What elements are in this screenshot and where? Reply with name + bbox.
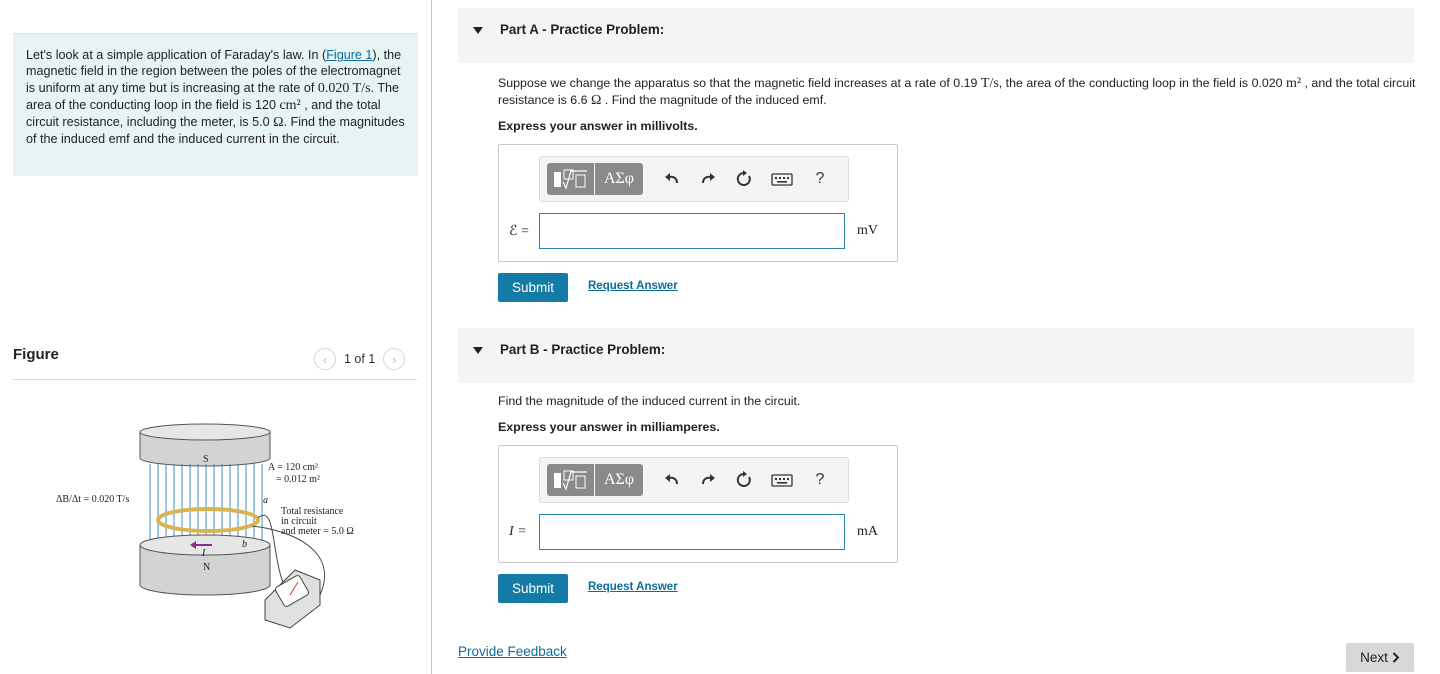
current-answer-input[interactable] bbox=[539, 514, 845, 550]
part-a-answer-box bbox=[498, 144, 898, 262]
collapse-triangle-icon[interactable] bbox=[473, 27, 483, 34]
part-b-instruction: Express your answer in milliamperes. bbox=[498, 420, 720, 434]
greek-symbols-button[interactable] bbox=[595, 464, 643, 496]
templates-button[interactable] bbox=[547, 163, 594, 195]
undo-icon bbox=[664, 171, 680, 187]
part-b-title: Part B - Practice Problem: bbox=[500, 342, 666, 357]
math-toolbar bbox=[539, 457, 849, 503]
greek-symbols-icon: ΑΣφ bbox=[603, 170, 635, 187]
help-button[interactable] bbox=[812, 169, 828, 189]
part-a-request-answer-link[interactable]: Request Answer bbox=[588, 280, 678, 292]
reset-icon bbox=[735, 471, 753, 489]
collapse-triangle-icon[interactable] bbox=[473, 347, 483, 354]
part-b-request-answer-link[interactable]: Request Answer bbox=[588, 581, 678, 593]
reset-icon bbox=[735, 170, 753, 188]
question-unit: m² bbox=[1286, 76, 1302, 91]
emf-label: ℰ = bbox=[509, 224, 529, 239]
templates-icon bbox=[547, 464, 594, 496]
math-toolbar bbox=[539, 156, 849, 202]
intro-text: . Find the magnitudes of the induced emf and the induced current in the circuit. bbox=[26, 115, 405, 147]
undo-icon bbox=[664, 472, 680, 488]
problem-intro bbox=[13, 33, 418, 176]
question-unit: Ω bbox=[590, 93, 602, 108]
undo-button[interactable] bbox=[662, 169, 682, 189]
chevron-left-icon: ‹ bbox=[322, 351, 328, 367]
divider bbox=[13, 379, 417, 380]
provide-feedback-link[interactable]: Provide Feedback bbox=[458, 644, 567, 659]
chevron-right-icon bbox=[1392, 652, 1400, 663]
part-a-submit-button[interactable]: Submit bbox=[498, 273, 568, 302]
figure-heading: Figure bbox=[13, 346, 59, 363]
help-button[interactable] bbox=[812, 470, 828, 490]
emf-answer-input[interactable] bbox=[539, 213, 845, 249]
figure-link[interactable]: Figure 1 bbox=[326, 48, 373, 62]
pole-n-label: N bbox=[203, 562, 211, 573]
keyboard-icon bbox=[771, 172, 793, 186]
redo-icon bbox=[700, 171, 716, 187]
resistance-label: in circuit bbox=[281, 516, 317, 527]
current-unit: mA bbox=[857, 524, 878, 539]
intro-text: ), the magnetic field in the region between the poles of the electromagnet is uniform at any time but is increasing at the rate of bbox=[26, 48, 402, 95]
resistance-label: Total resistance bbox=[281, 506, 344, 517]
rate-value: 0.020 T/s bbox=[317, 80, 371, 96]
prev-figure-button[interactable] bbox=[314, 348, 336, 370]
reset-button[interactable] bbox=[734, 470, 754, 490]
part-a-header[interactable] bbox=[458, 8, 1414, 63]
redo-icon bbox=[700, 472, 716, 488]
next-label: Next bbox=[1360, 650, 1388, 665]
ohm-unit: Ω bbox=[273, 115, 284, 131]
next-figure-button[interactable] bbox=[383, 348, 405, 370]
terminal-b-label: b bbox=[242, 539, 247, 550]
rate-label: ΔB/Δt = 0.020 T/s bbox=[56, 494, 130, 505]
next-button[interactable] bbox=[1346, 643, 1414, 672]
question-text: . Find the magnitude of the induced emf. bbox=[601, 93, 827, 107]
question-text: , and the total circuit resistance is 6.6 bbox=[498, 76, 1416, 107]
intro-text: , and the total circuit resistance, including the meter, is 5.0 bbox=[26, 97, 381, 130]
redo-button[interactable] bbox=[698, 169, 718, 189]
templates-icon bbox=[547, 163, 594, 195]
part-b-submit-button[interactable]: Submit bbox=[498, 574, 568, 603]
question-unit: T/s bbox=[980, 76, 999, 91]
reset-button[interactable] bbox=[734, 169, 754, 189]
undo-button[interactable] bbox=[662, 470, 682, 490]
templates-button[interactable] bbox=[547, 464, 594, 496]
keyboard-icon bbox=[771, 473, 793, 487]
left-pane bbox=[0, 0, 432, 674]
figure-counter: 1 of 1 bbox=[344, 352, 376, 366]
greek-symbols-button[interactable] bbox=[595, 163, 643, 195]
area-label-m2: = 0.012 m² bbox=[276, 474, 320, 485]
redo-button[interactable] bbox=[698, 470, 718, 490]
pole-s-label: S bbox=[203, 454, 209, 465]
question-text: Suppose we change the apparatus so that the magnetic field increases at a rate of 0.19 bbox=[498, 76, 981, 90]
chevron-right-icon: › bbox=[392, 351, 397, 367]
figure-pager bbox=[314, 348, 405, 370]
current-label: I = bbox=[509, 524, 527, 539]
current-label: I bbox=[202, 548, 206, 559]
part-b-answer-box bbox=[498, 445, 898, 563]
part-b-header[interactable] bbox=[458, 328, 1414, 383]
part-a-instruction: Express your answer in millivolts. bbox=[498, 119, 698, 133]
keyboard-button[interactable] bbox=[770, 169, 794, 189]
part-b-question: Find the magnitude of the induced current in the circuit. bbox=[498, 394, 801, 408]
terminal-a-label: a bbox=[263, 495, 268, 506]
galvanometer-icon bbox=[265, 570, 320, 628]
part-a-title: Part A - Practice Problem: bbox=[500, 22, 665, 37]
resistance-label: and meter = 5.0 Ω bbox=[281, 526, 354, 537]
help-icon: ? bbox=[815, 170, 825, 187]
intro-text: . The area of the conducting loop in the field is 120 bbox=[26, 80, 400, 112]
area-unit: cm² bbox=[279, 97, 301, 113]
intro-text: Let's look at a simple application of Faraday's law. In ( bbox=[26, 48, 327, 62]
keyboard-button[interactable] bbox=[770, 470, 794, 490]
question-text: , the area of the conducting loop in the field is 0.020 bbox=[998, 76, 1287, 90]
help-icon: ? bbox=[815, 471, 825, 488]
emf-unit: mV bbox=[857, 223, 878, 238]
greek-symbols-icon: ΑΣφ bbox=[603, 471, 635, 488]
part-a-question bbox=[498, 75, 1418, 109]
faraday-figure bbox=[40, 420, 390, 635]
area-label: A = 120 cm² bbox=[268, 462, 319, 473]
